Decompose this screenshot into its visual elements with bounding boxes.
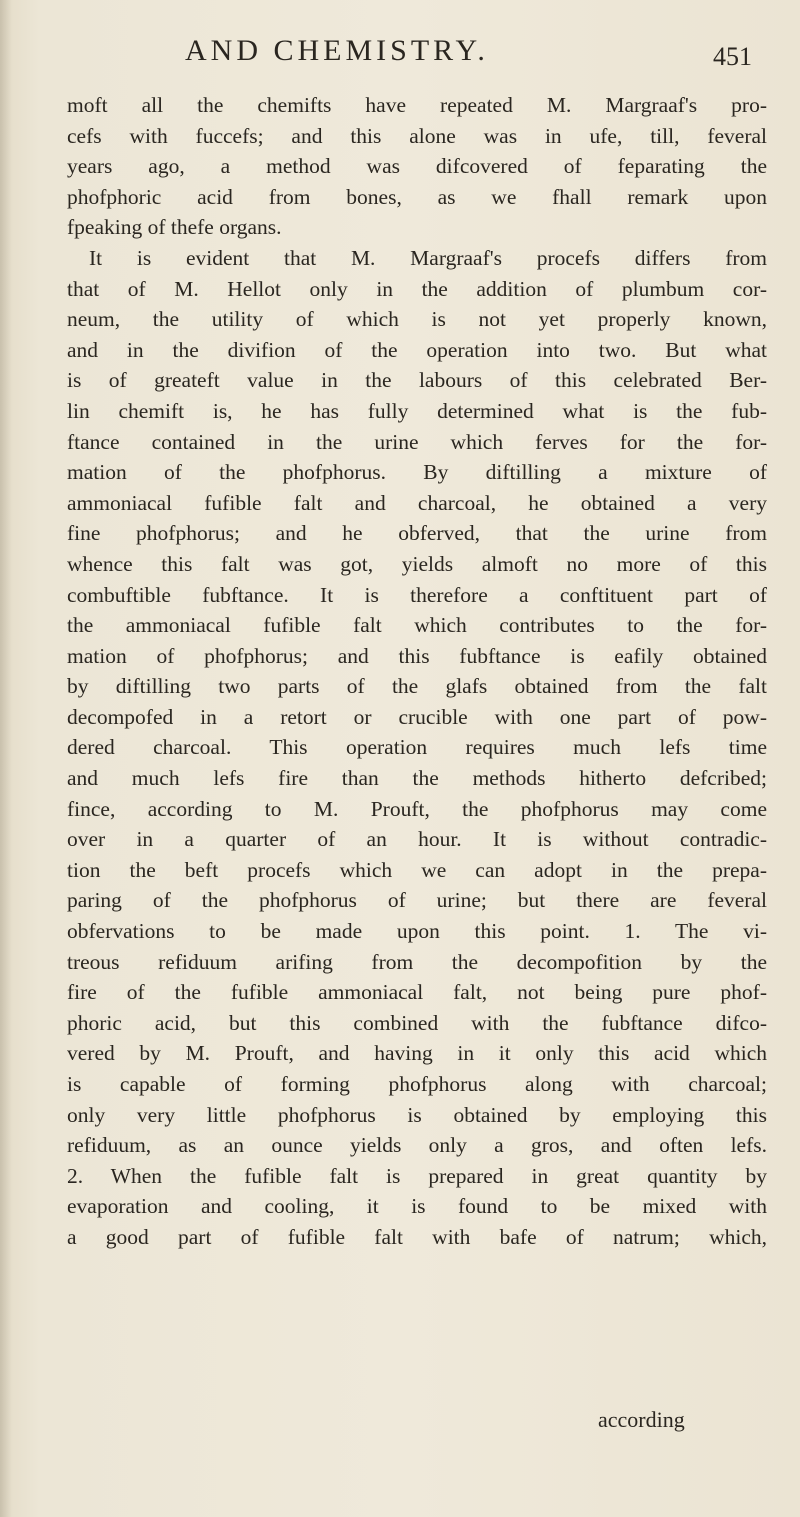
text-line: phoric acid, but this combined with the fubftance difco- bbox=[67, 1010, 767, 1035]
text-line: vered by M. Prouft, and having in it only this acid which bbox=[67, 1041, 767, 1066]
text-line: is capable of forming phofphorus along with charcoal; bbox=[67, 1072, 767, 1096]
text-line: obfervations to be made upon this point. 1. The vi- bbox=[67, 919, 767, 944]
text-line: mation of phofphorus; and this fubftance is eafily obtained bbox=[67, 643, 767, 668]
text-line: that of M. Hellot only in the addition of plumbum cor- bbox=[67, 276, 767, 301]
text-line: and in the divifion of the operation into two. But what bbox=[67, 337, 767, 362]
text-line: fire of the fufible ammoniacal falt, not being pure phof- bbox=[67, 980, 767, 1005]
text-line: whence this falt was got, yields almoft no more of this bbox=[67, 551, 767, 576]
text-line: is of greateft value in the labours of this celebrated Ber- bbox=[67, 368, 767, 393]
text-line: and much lefs fire than the methods hitherto defcribed; bbox=[67, 766, 767, 791]
text-line: only very little phofphorus is obtained by employing this bbox=[67, 1102, 767, 1127]
text-line: phofphoric acid from bones, as we fhall remark upon bbox=[67, 184, 767, 209]
text-line: fine phofphorus; and he obferved, that the urine from bbox=[67, 521, 767, 546]
text-line: lin chemift is, he has fully determined what is the fub- bbox=[67, 398, 767, 423]
text-line: mation of the phofphorus. By diftilling a mixture of bbox=[67, 460, 767, 485]
body-text bbox=[67, 90, 767, 1253]
text-line: 2. When the fufible falt is prepared in great quantity by bbox=[67, 1163, 767, 1188]
text-line: cefs with fuccefs; and this alone was in ufe, till, feveral bbox=[67, 123, 767, 148]
running-head: AND CHEMISTRY. bbox=[185, 34, 489, 67]
spine-shadow bbox=[0, 0, 12, 1517]
text-line: treous refiduum arifing from the decompofition by the bbox=[67, 949, 767, 974]
text-line: by diftilling two parts of the glafs obtained from the falt bbox=[67, 674, 767, 699]
text-line: a good part of fufible falt with bafe of natrum; which, bbox=[67, 1224, 767, 1249]
text-line: moft all the chemifts have repeated M. Margraaf's pro- bbox=[67, 93, 767, 117]
text-line: neum, the utility of which is not yet properly known, bbox=[67, 307, 767, 332]
text-line: dered charcoal. This operation requires much lefs time bbox=[67, 735, 767, 760]
text-line: It is evident that M. Margraaf's procefs differs from bbox=[89, 245, 767, 270]
text-line: paring of the phofphorus of urine; but there are feveral bbox=[67, 888, 767, 913]
page-header bbox=[0, 28, 800, 78]
text-line: fince, according to M. Prouft, the phofphorus may come bbox=[67, 796, 767, 821]
text-line: over in a quarter of an hour. It is without contradic- bbox=[67, 827, 767, 852]
page-number: 451 bbox=[713, 42, 752, 71]
text-line: years ago, a method was difcovered of feparating the bbox=[67, 154, 767, 179]
text-line: combuftible fubftance. It is therefore a conftituent part of bbox=[67, 582, 767, 607]
text-line: decompofed in a retort or crucible with one part of pow- bbox=[67, 704, 767, 729]
text-line: ftance contained in the urine which ferves for the for- bbox=[67, 429, 767, 454]
text-line: tion the beft procefs which we can adopt in the prepa- bbox=[67, 857, 767, 882]
catchword: according bbox=[598, 1407, 685, 1432]
text-line: ammoniacal fufible falt and charcoal, he obtained a very bbox=[67, 490, 767, 515]
text-line: fpeaking of thefe organs. bbox=[67, 215, 282, 240]
text-line: the ammoniacal fufible falt which contributes to the for- bbox=[67, 613, 767, 638]
text-line: refiduum, as an ounce yields only a gros, and often lefs. bbox=[67, 1133, 767, 1158]
text-line: evaporation and cooling, it is found to be mixed with bbox=[67, 1194, 767, 1219]
